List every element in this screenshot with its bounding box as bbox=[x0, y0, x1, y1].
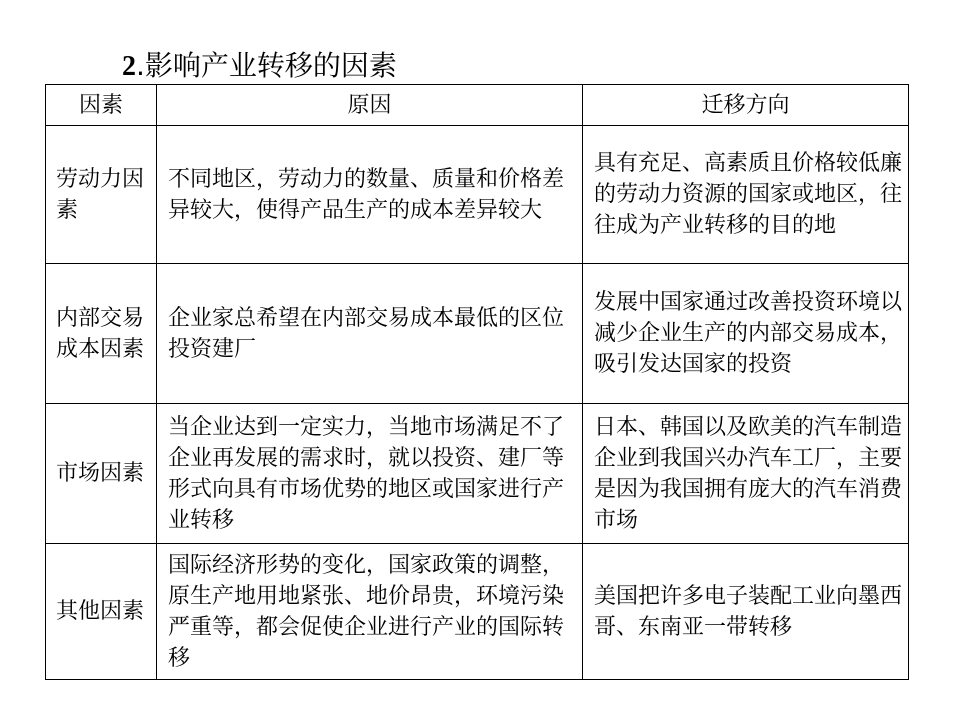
factor-cell: 劳动力因素 bbox=[46, 126, 157, 264]
direction-cell: 日本、韩国以及欧美的汽车制造企业到我国兴办汽车工厂，主要是因为我国拥有庞大的汽车消费市场 bbox=[583, 404, 909, 544]
header-direction: 迁移方向 bbox=[583, 85, 909, 126]
factor-cell: 其他因素 bbox=[46, 544, 157, 680]
table-row bbox=[46, 404, 909, 544]
direction-cell: 发展中国家通过改善投资环境以减少企业生产的内部交易成本，吸引发达国家的投资 bbox=[583, 264, 909, 404]
header-factor: 因素 bbox=[46, 85, 157, 126]
table-header-row bbox=[46, 85, 909, 126]
table-row bbox=[46, 544, 909, 680]
direction-cell: 美国把许多电子装配工业向墨西哥、东南亚一带转移 bbox=[583, 544, 909, 680]
reason-cell: 国际经济形势的变化，国家政策的调整，原生产地用地紧张、地价昂贵，环境污染严重等，都会促使企业进行产业的国际转移 bbox=[157, 544, 583, 680]
reason-cell: 企业家总希望在内部交易成本最低的区位投资建厂 bbox=[157, 264, 583, 404]
section-number-separator: . bbox=[136, 49, 145, 82]
table-row bbox=[46, 126, 909, 264]
header-reason: 原因 bbox=[157, 85, 583, 126]
factor-cell: 内部交易成本因素 bbox=[46, 264, 157, 404]
table-row bbox=[46, 264, 909, 404]
reason-cell: 当企业达到一定实力，当地市场满足不了企业再发展的需求时，就以投资、建厂等形式向具有市场优势的地区或国家进行产业转移 bbox=[157, 404, 583, 544]
section-number: 2 bbox=[122, 51, 136, 82]
direction-cell: 具有充足、高素质且价格较低廉的劳动力资源的国家或地区，往往成为产业转移的目的地 bbox=[583, 126, 909, 264]
section-title-text: 影响产业转移的因素 bbox=[144, 49, 397, 82]
reason-cell: 不同地区，劳动力的数量、质量和价格差异较大，使得产品生产的成本差异较大 bbox=[157, 126, 583, 264]
factors-table bbox=[45, 84, 909, 680]
section-title bbox=[122, 46, 397, 87]
factor-cell: 市场因素 bbox=[46, 404, 157, 544]
